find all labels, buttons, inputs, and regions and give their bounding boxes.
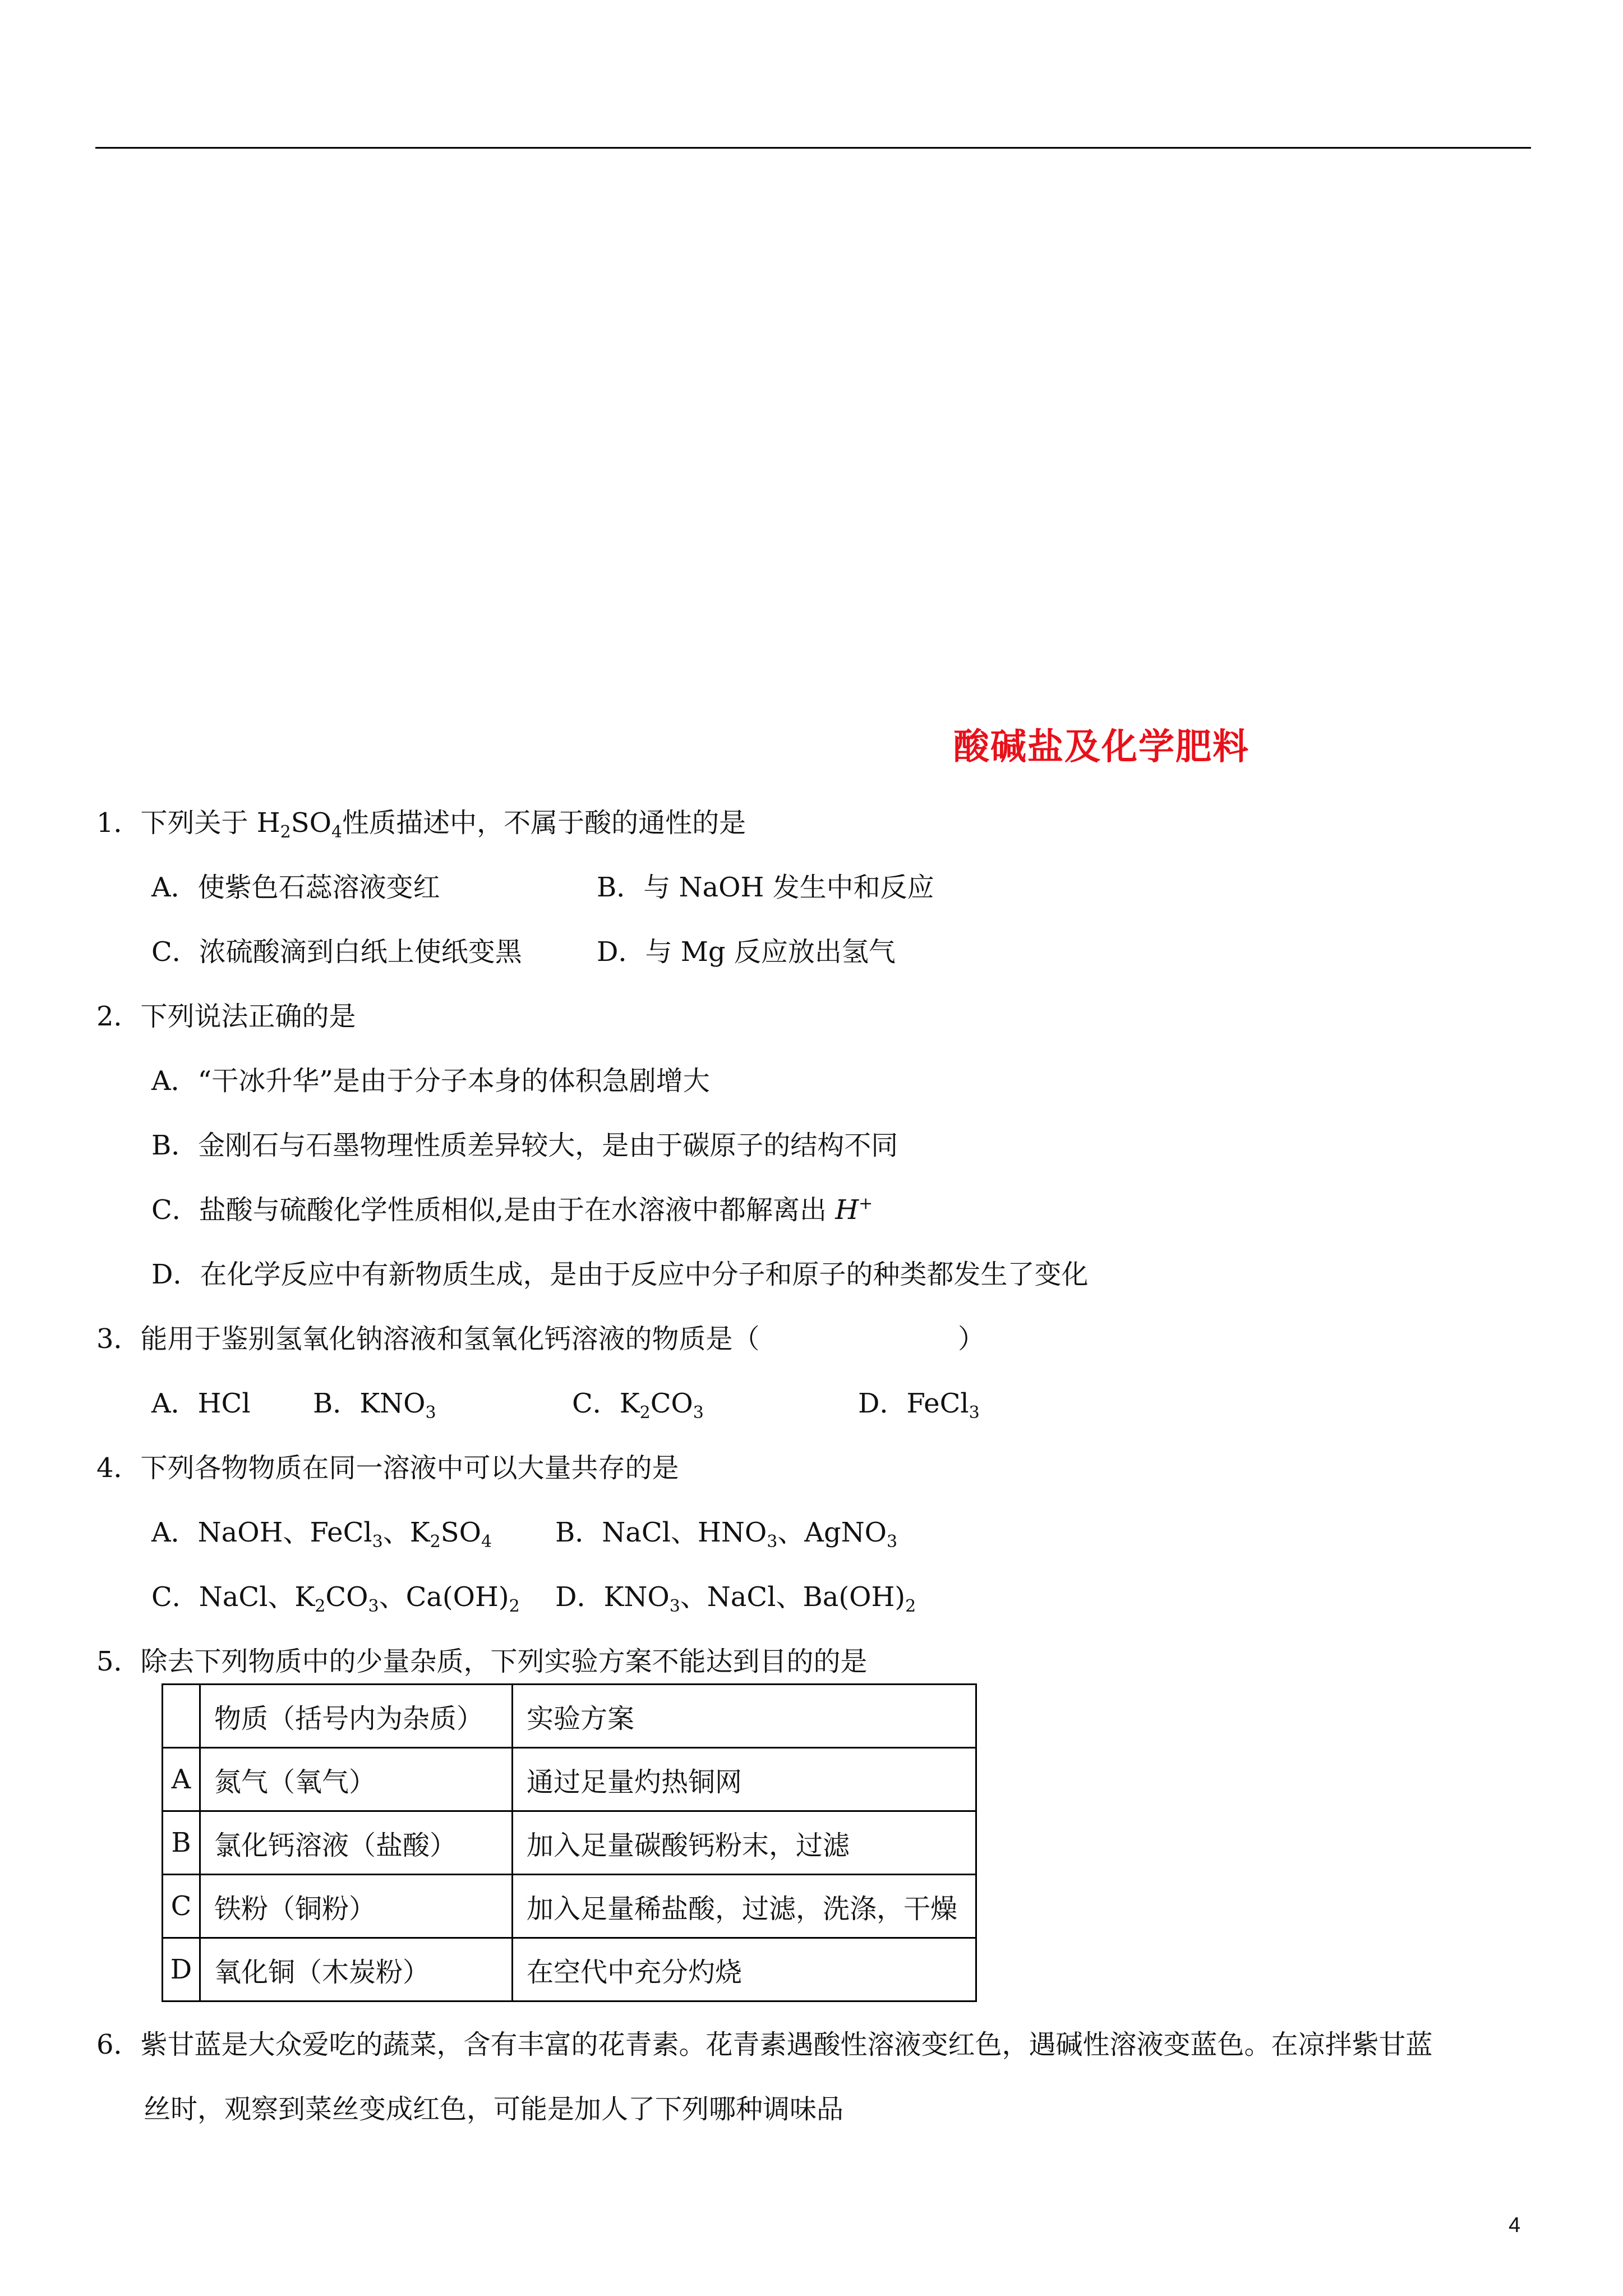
question-2-option-b: B．金刚石与石墨物理性质差异较大，是由于碳原子的结构不同 bbox=[151, 1130, 898, 1161]
question-3-option-a: A．HCl bbox=[151, 1388, 251, 1419]
question-3-option-d: D．FeCl$_3$ bbox=[858, 1388, 980, 1423]
header-rule bbox=[95, 147, 1531, 149]
table-cell: B bbox=[163, 1811, 200, 1875]
table-cell: 氧化铜（木炭粉） bbox=[200, 1938, 513, 2001]
table-row bbox=[163, 1938, 976, 2001]
table-header-row bbox=[163, 1685, 976, 1748]
question-4-stem: 4．下列各物物质在同一溶液中可以大量共存的是 bbox=[96, 1452, 679, 1484]
question-2-stem: 2．下列说法正确的是 bbox=[96, 1001, 356, 1032]
question-3-option-c: C．$K_2CO_3$ bbox=[572, 1388, 704, 1423]
question-4-option-c: C．NaCl、$K_2CO_3$、$Ca(OH)_2$ bbox=[151, 1581, 520, 1616]
table-row bbox=[163, 1811, 976, 1875]
experiment-table bbox=[162, 1683, 977, 2002]
table-cell: 加入足量稀盐酸，过滤，洗涤，干燥 bbox=[513, 1875, 976, 1938]
table-cell: D bbox=[163, 1938, 200, 2001]
question-3-stem: 3．能用于鉴别氢氧化钠溶液和氢氧化钙溶液的物质是（ bbox=[96, 1323, 760, 1355]
table-cell: A bbox=[163, 1748, 200, 1811]
table-cell: 氯化钙溶液（盐酸） bbox=[200, 1811, 513, 1875]
table-cell: 氮气（氧气） bbox=[200, 1748, 513, 1811]
question-4-option-b: B．NaCl、$HNO_3$、AgNO$_3$ bbox=[555, 1517, 898, 1552]
question-1-option-a: A．使紫色石蕊溶液变红 bbox=[151, 872, 440, 903]
question-1-stem: 1．下列关于 $H_2SO_4$性质描述中，不属于酸的通性的是 bbox=[96, 807, 746, 842]
question-6-stem-line-1: 6．紫甘蓝是大众爱吃的蔬菜，含有丰富的花青素。花青素遇酸性溶液变红色，遇碱性溶液变蓝色。在凉拌紫甘蓝 bbox=[96, 2029, 1433, 2060]
table-cell: 通过足量灼热铜网 bbox=[513, 1748, 976, 1811]
document-title: 酸碱盐及化学肥料 bbox=[953, 726, 1249, 768]
question-1-option-b: B．与 NaOH 发生中和反应 bbox=[597, 872, 934, 903]
question-1-option-d: D．与 Mg 反应放出氢气 bbox=[597, 936, 896, 968]
question-4-option-a: A．NaOH、FeCl$_3$、$K_2SO_4$ bbox=[151, 1517, 492, 1552]
question-1-option-c: C．浓硫酸滴到白纸上使纸变黑 bbox=[151, 936, 522, 968]
table-header-cell: 物质（括号内为杂质） bbox=[200, 1685, 513, 1748]
question-3-option-b: B．$KNO_3$ bbox=[313, 1388, 436, 1423]
table-cell: 加入足量碳酸钙粉末，过滤 bbox=[513, 1811, 976, 1875]
question-2-option-d: D．在化学反应中有新物质生成，是由于反应中分子和原子的种类都发生了变化 bbox=[151, 1259, 1089, 1290]
page-number: 4 bbox=[1509, 2214, 1521, 2237]
question-2-option-a: A．“干冰升华”是由于分子本身的体积急剧增大 bbox=[151, 1065, 710, 1097]
question-3-stem-close: ） bbox=[958, 1323, 985, 1355]
table-header-cell: 实验方案 bbox=[513, 1685, 976, 1748]
question-5-stem: 5．除去下列物质中的少量杂质，下列实验方案不能达到目的的是 bbox=[96, 1646, 868, 1677]
question-2-option-c: C．盐酸与硫酸化学性质相似,是由于在水溶液中都解离出 H+ bbox=[151, 1194, 873, 1226]
table-cell: C bbox=[163, 1875, 200, 1938]
table-cell: 在空代中充分灼烧 bbox=[513, 1938, 976, 2001]
table-cell: 铁粉（铜粉） bbox=[200, 1875, 513, 1938]
question-6-stem-line-2: 丝时，观察到菜丝变成红色，可能是加人了下列哪种调味品 bbox=[144, 2093, 844, 2125]
question-4-option-d: D．$KNO_3$、NaCl、$Ba(OH)_2$ bbox=[555, 1581, 916, 1616]
table-header-cell bbox=[163, 1685, 200, 1748]
table-row bbox=[163, 1748, 976, 1811]
table-row bbox=[163, 1875, 976, 1938]
